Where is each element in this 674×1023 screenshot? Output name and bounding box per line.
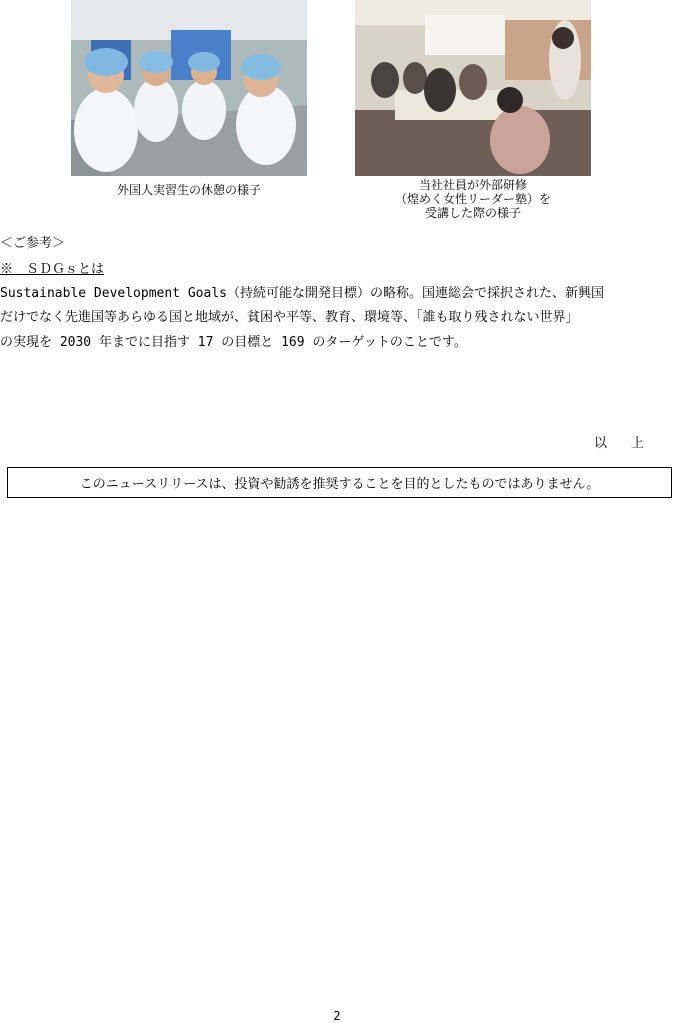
right-caption-line-2: （煌めく女性リーダー塾）を: [394, 192, 551, 206]
sdgs-title: ※ ＳＤＧｓとは: [0, 262, 105, 277]
right-caption-line-3: 受講した際の様子: [424, 206, 521, 220]
disclaimer-text: このニュースリリースは、投資や勧誘を推奨することを目的としたものではありません。: [79, 477, 600, 492]
page-number: 2: [333, 1009, 341, 1023]
disclaimer-box: [7, 467, 672, 498]
right-caption-line-1: 当社社員が外部研修: [418, 178, 527, 192]
sdgs-body-line-3: の実現を 2030 年までに目指す 17 の目標と 169 のターゲットのことです。: [0, 335, 467, 350]
left-photo-caption: 外国人実習生の休憩の様子: [116, 183, 261, 197]
closing-mark: 以上: [593, 436, 668, 451]
reference-heading: ＜ご参考＞: [0, 236, 66, 251]
training-session-photo: [355, 0, 591, 176]
sdgs-body-line-2: だけでなく先進国等あらゆる国と地域が、貧困や平等、教育、環境等、「誰も取り残されない世界」: [0, 310, 579, 325]
sdgs-body-line-1: Sustainable Development Goals（持続可能な開発目標）の略称。国連総会で採択された、新興国: [0, 286, 604, 301]
trainees-break-photo: [71, 0, 307, 176]
right-photo-caption: [355, 178, 591, 220]
